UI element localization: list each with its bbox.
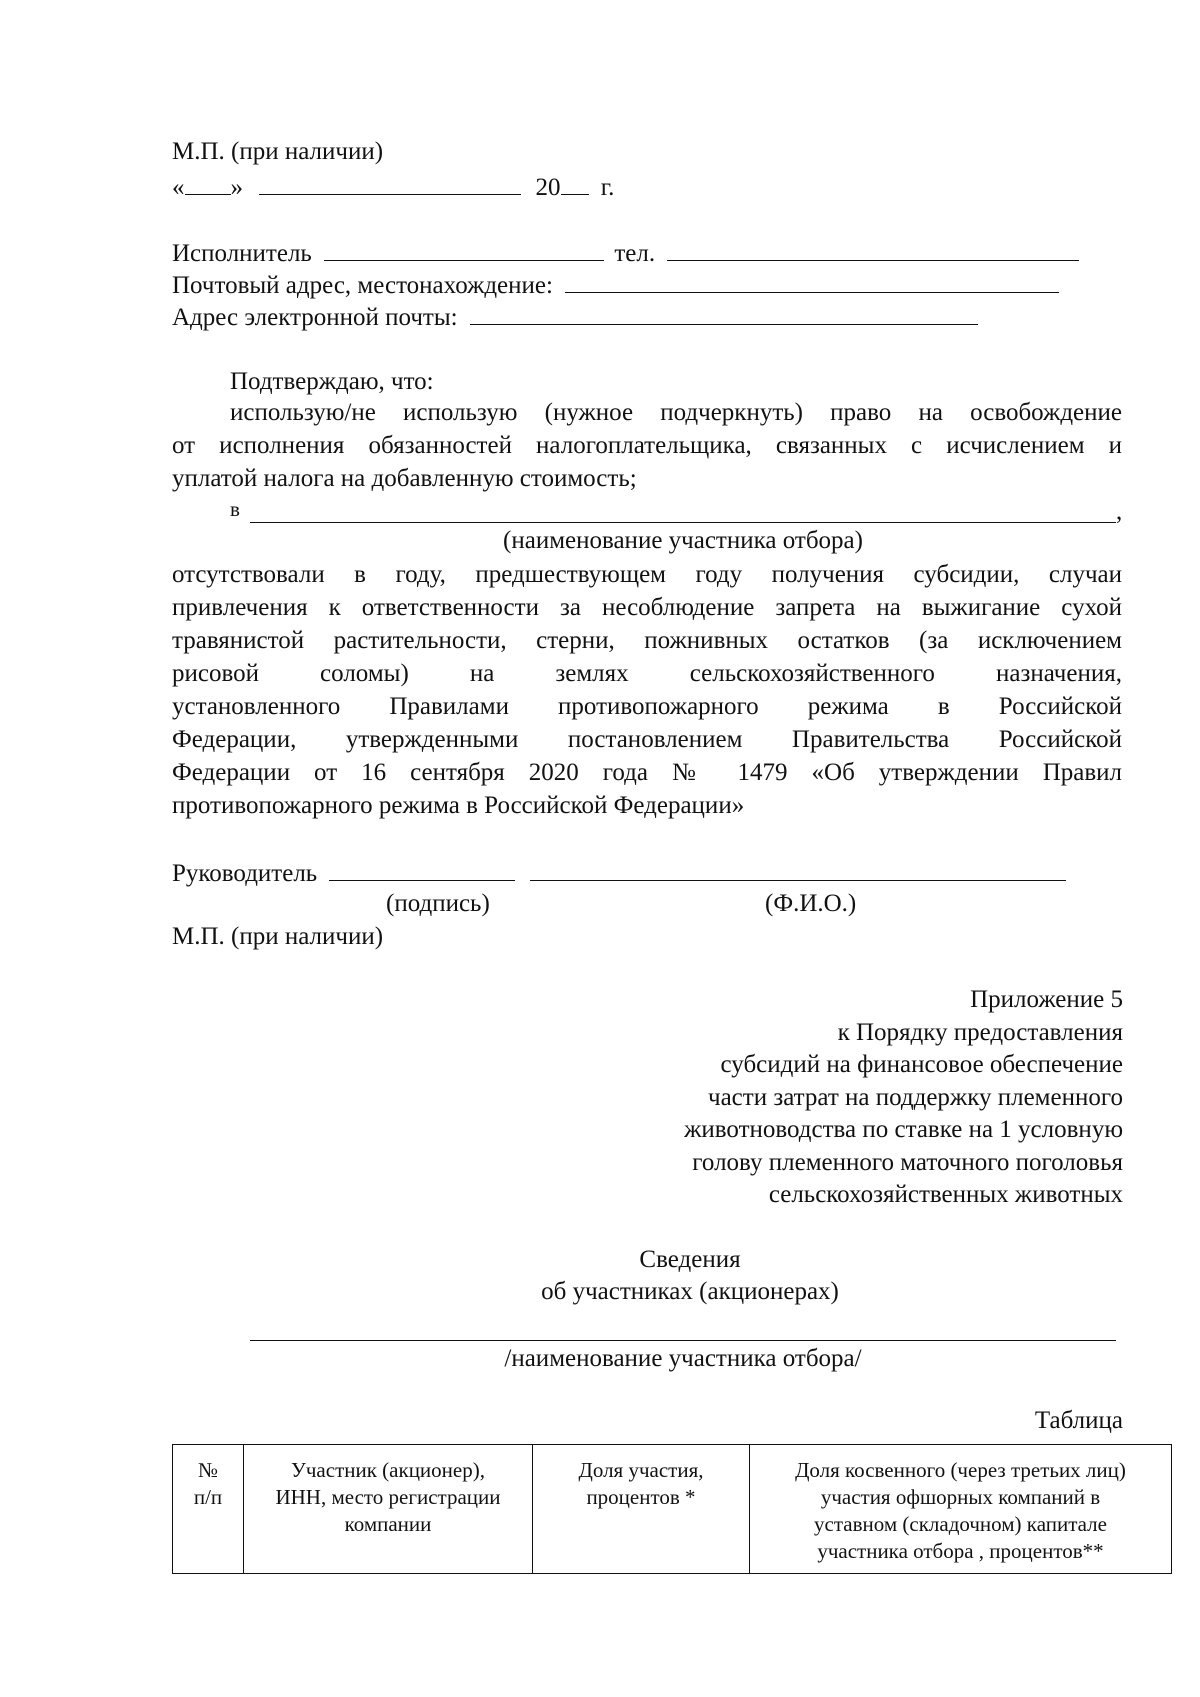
confirm-p1-line3: уплатой налога на добавленную стоимость; (172, 465, 637, 492)
appendix-line: сельскохозяйственных животных (768, 1181, 1123, 1208)
phone-label: тел. (614, 240, 656, 267)
confirm-p2-line: Федерации от 16 сентября 2020 года № 1479 «Об утверждении Правил (172, 759, 1122, 786)
appendix-line: к Порядку предоставления (837, 1018, 1123, 1046)
appendix-line: животноводства по ставке на 1 условную (684, 1116, 1123, 1143)
header-participant: Участник (акционер), ИНН, место регистрации компании (244, 1445, 533, 1574)
seal-label: М.П. (при наличии) (172, 138, 384, 165)
table-header-row (173, 1445, 1172, 1574)
executor-field[interactable] (324, 236, 604, 261)
date-close-quote: » (230, 174, 243, 201)
full-name-field[interactable] (530, 856, 1066, 881)
in-prefix: в (230, 497, 240, 521)
email-field[interactable] (470, 300, 978, 325)
confirm-p2-line: противопожарного режима в Российской Федерации» (172, 792, 745, 819)
signature-field[interactable] (329, 856, 515, 881)
executor-line (172, 236, 1079, 270)
info-participant-caption: /наименование участника отбора/ (504, 1345, 862, 1372)
full-name-caption: (Ф.И.О.) (765, 890, 857, 917)
confirm-p2-line: установленного Правилами противопожарного режима в Российской (172, 693, 1122, 720)
confirm-p1-line2: от исполнения обязанностей налогоплательщика, связанных с исчислением и (172, 432, 1122, 459)
in-suffix: , (1116, 498, 1123, 525)
date-year-suffix: г. (600, 174, 615, 201)
info-subtitle: об участниках (акционерах) (541, 1278, 839, 1305)
header-share: Доля участия, процентов * (533, 1445, 750, 1574)
postal-field[interactable] (565, 268, 1059, 293)
info-participant-field[interactable] (250, 1340, 1116, 1341)
confirm-p2-line: Федерации, утвержденными постановлением Правительства Российской (172, 726, 1122, 753)
header-offshore-share: Доля косвенного (через третьих лиц) участия офшорных компаний в уставном (складочном) капитале участника отбора , процентов** (750, 1445, 1172, 1574)
postal-line (172, 268, 1059, 302)
info-title: Сведения (639, 1246, 741, 1273)
email-line (172, 300, 978, 334)
participant-name-field[interactable] (250, 522, 1116, 523)
confirm-p2-line: рисовой соломы) на землях сельскохозяйственного назначения, (172, 660, 1122, 687)
date-line (172, 170, 614, 204)
seal-label-2: М.П. (при наличии) (172, 923, 384, 950)
head-label: Руководитель (172, 860, 318, 887)
confirm-p2-line: отсутствовали в году, предшествующем году получения субсидии, случаи (172, 561, 1122, 588)
confirm-intro: Подтверждаю, что: (230, 368, 434, 395)
executor-label: Исполнитель (172, 240, 312, 267)
head-line (172, 856, 1066, 890)
header-number: № п/п (173, 1445, 244, 1574)
confirm-p1-line1: использую/не использую (нужное подчеркнуть) право на освобождение (230, 399, 1122, 426)
email-label: Адрес электронной почты: (172, 304, 458, 331)
appendix-header (684, 984, 1123, 1212)
date-year-field[interactable] (561, 170, 589, 195)
signature-caption: (подпись) (386, 890, 490, 917)
participant-caption: (наименование участника отбора) (503, 527, 863, 554)
date-month-field[interactable] (259, 170, 521, 195)
confirm-p2-line: привлечения к ответственности за несоблюдение запрета на выжигание сухой (172, 594, 1122, 621)
date-year-prefix: 20 (535, 174, 561, 201)
table-label: Таблица (1034, 1407, 1123, 1434)
phone-field[interactable] (667, 236, 1079, 261)
appendix-line: Приложение 5 (970, 986, 1123, 1013)
appendix-line: голову племенного маточного поголовья (692, 1148, 1123, 1176)
participants-table (172, 1444, 1172, 1574)
confirm-p2-line: травянистой растительности, стерни, пожнивных остатков (за исключением (172, 627, 1122, 654)
appendix-line: части затрат на поддержку племенного (708, 1083, 1123, 1111)
postal-label: Почтовый адрес, местонахождение: (172, 272, 553, 299)
appendix-line: субсидий на финансовое обеспечение (720, 1051, 1123, 1078)
date-open-quote: « (172, 174, 185, 201)
date-day-field[interactable] (185, 170, 231, 195)
